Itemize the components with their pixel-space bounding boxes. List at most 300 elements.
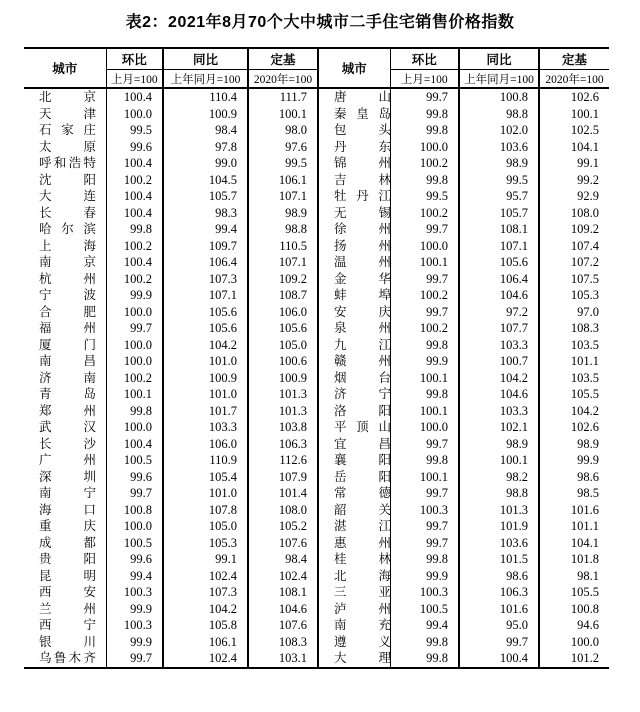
fixed-cell: 99.5 (248, 155, 318, 172)
mom-cell: 99.9 (106, 634, 163, 651)
city-name: 济宁 (334, 387, 391, 401)
mom-cell: 99.7 (106, 650, 163, 668)
yoy-cell: 109.7 (163, 238, 248, 255)
mom-cell: 100.2 (106, 172, 163, 189)
mom-cell: 100.2 (106, 271, 163, 288)
table-row (24, 88, 609, 106)
city-name: 赣州 (334, 354, 391, 368)
city-cell (318, 617, 390, 634)
mom-cell: 99.7 (390, 436, 459, 453)
city-cell (318, 287, 390, 304)
yoy-cell: 107.1 (163, 287, 248, 304)
header-fixed-base-left: 2020年=100 (248, 70, 318, 89)
yoy-cell: 103.6 (459, 535, 539, 552)
table-row (24, 271, 609, 288)
table-row (24, 320, 609, 337)
city-name: 遵义 (334, 634, 391, 649)
mom-cell: 100.0 (106, 106, 163, 123)
yoy-cell: 97.2 (459, 304, 539, 321)
mom-cell: 99.4 (106, 568, 163, 585)
city-cell (318, 601, 390, 618)
table-row (24, 551, 609, 568)
mom-cell: 100.0 (106, 337, 163, 354)
city-cell (318, 353, 390, 370)
city-name: 桂林 (334, 552, 391, 566)
city-cell (318, 502, 390, 519)
yoy-cell: 103.3 (163, 419, 248, 436)
fixed-cell: 105.2 (248, 518, 318, 535)
table-row (24, 304, 609, 321)
mom-cell: 100.0 (390, 139, 459, 156)
fixed-cell: 111.7 (248, 88, 318, 106)
city-name: 大理 (334, 651, 391, 665)
mom-cell: 99.8 (390, 551, 459, 568)
table-row (24, 254, 609, 271)
city-cell (318, 370, 390, 387)
fixed-cell: 106.3 (248, 436, 318, 453)
fixed-cell: 104.2 (570, 403, 599, 418)
city-cell (24, 188, 106, 205)
city-name: 平顶山 (334, 420, 391, 434)
yoy-cell: 102.4 (163, 650, 248, 668)
table-row (24, 518, 609, 535)
yoy-cell: 101.0 (163, 485, 248, 502)
city-cell (24, 419, 106, 436)
fixed-cell: 98.1 (577, 568, 599, 583)
fixed-cell: 97.6 (248, 139, 318, 156)
mom-cell: 100.4 (106, 155, 163, 172)
city-cell (318, 551, 390, 568)
yoy-cell: 100.9 (163, 106, 248, 123)
city-name: 扬州 (334, 238, 391, 253)
city-name: 烟台 (334, 370, 391, 385)
city-cell (318, 634, 390, 651)
mom-cell: 100.8 (106, 502, 163, 519)
yoy-cell: 104.2 (459, 370, 539, 387)
city-cell (24, 436, 106, 453)
table-row (24, 221, 609, 238)
city-name: 温州 (334, 255, 391, 269)
fixed-cell: 107.1 (248, 188, 318, 205)
yoy-cell: 101.9 (459, 518, 539, 535)
yoy-cell: 105.6 (459, 254, 539, 271)
city-name: 呼和浩特 (39, 156, 96, 170)
mom-cell: 99.4 (390, 617, 459, 634)
city-cell (318, 155, 390, 172)
city-cell (24, 617, 106, 634)
city-name: 西宁 (39, 618, 96, 632)
yoy-cell: 105.3 (163, 535, 248, 552)
yoy-cell: 110.9 (163, 452, 248, 469)
fixed-cell: 100.0 (570, 634, 599, 649)
city-cell (24, 485, 106, 502)
mom-cell: 99.8 (106, 221, 163, 238)
city-name: 南充 (334, 618, 391, 632)
city-name: 兰州 (39, 601, 96, 616)
yoy-cell: 103.3 (459, 337, 539, 354)
table-row (24, 122, 609, 139)
yoy-cell: 103.3 (459, 403, 539, 420)
mom-cell: 100.1 (106, 386, 163, 403)
yoy-cell: 105.6 (163, 320, 248, 337)
yoy-cell: 106.4 (459, 271, 539, 288)
mom-cell: 99.8 (390, 386, 459, 403)
table-row (24, 353, 609, 370)
table-header (24, 48, 609, 88)
city-name: 秦皇岛 (334, 106, 391, 121)
city-cell (318, 88, 390, 106)
yoy-cell: 107.3 (163, 271, 248, 288)
city-cell (24, 205, 106, 222)
city-name: 乌鲁木齐 (39, 651, 96, 665)
city-name: 泸州 (334, 601, 391, 616)
city-cell (318, 419, 390, 436)
yoy-cell: 98.3 (163, 205, 248, 222)
mom-cell: 99.7 (390, 535, 459, 552)
mom-cell: 100.2 (390, 205, 459, 222)
city-name: 大连 (39, 189, 96, 203)
mom-cell: 100.4 (106, 254, 163, 271)
city-name: 广州 (39, 453, 96, 467)
fixed-cell: 99.1 (577, 156, 599, 170)
city-name: 宜昌 (334, 436, 391, 451)
city-cell (24, 568, 106, 585)
mom-cell: 100.3 (390, 502, 459, 519)
fixed-cell: 108.3 (248, 634, 318, 651)
mom-cell: 100.2 (390, 155, 459, 172)
fixed-cell: 101.2 (570, 651, 599, 665)
fixed-cell: 98.4 (248, 551, 318, 568)
mom-cell: 99.7 (390, 485, 459, 502)
city-cell (318, 271, 390, 288)
city-name: 常德 (334, 486, 391, 500)
fixed-cell: 109.2 (248, 271, 318, 288)
page (0, 9, 640, 712)
city-name: 南京 (39, 255, 96, 269)
city-cell (24, 238, 106, 255)
yoy-cell: 105.0 (163, 518, 248, 535)
mom-cell: 100.5 (106, 535, 163, 552)
table-row (24, 370, 609, 387)
city-name: 包头 (334, 123, 391, 137)
table-row (24, 650, 609, 668)
city-name: 丹东 (334, 139, 391, 154)
city-name: 青岛 (39, 387, 96, 401)
city-cell (318, 254, 390, 271)
city-cell (318, 122, 390, 139)
fixed-cell: 104.6 (248, 601, 318, 618)
mom-cell: 100.4 (106, 188, 163, 205)
city-cell (24, 254, 106, 271)
city-cell (318, 106, 390, 123)
yoy-cell: 104.5 (163, 172, 248, 189)
city-name: 湛江 (334, 519, 391, 533)
fixed-cell: 102.6 (570, 420, 599, 434)
fixed-cell: 104.1 (570, 139, 599, 154)
city-cell (24, 370, 106, 387)
fixed-cell: 107.9 (248, 469, 318, 486)
yoy-cell: 98.4 (163, 122, 248, 139)
yoy-cell: 104.6 (459, 386, 539, 403)
yoy-cell: 101.0 (163, 353, 248, 370)
city-cell (24, 469, 106, 486)
city-name: 北京 (39, 90, 96, 104)
yoy-cell: 101.6 (459, 601, 539, 618)
city-cell (318, 535, 390, 552)
header-row-bases (24, 70, 609, 89)
table-row (24, 601, 609, 618)
city-cell (318, 650, 390, 668)
price-index-table (24, 47, 609, 669)
mom-cell: 100.0 (106, 304, 163, 321)
fixed-cell: 101.3 (248, 403, 318, 420)
yoy-cell: 108.1 (459, 221, 539, 238)
table-row (24, 502, 609, 519)
mom-cell: 100.2 (390, 320, 459, 337)
fixed-cell: 107.1 (248, 254, 318, 271)
city-name: 昆明 (39, 568, 96, 583)
yoy-cell: 105.4 (163, 469, 248, 486)
city-cell (24, 403, 106, 420)
yoy-cell: 102.0 (459, 122, 539, 139)
fixed-cell: 107.6 (248, 535, 318, 552)
mom-cell: 99.6 (106, 139, 163, 156)
mom-cell: 100.0 (106, 518, 163, 535)
city-cell (24, 287, 106, 304)
yoy-cell: 98.6 (459, 568, 539, 585)
city-name: 安庆 (334, 304, 391, 319)
table-row (24, 155, 609, 172)
yoy-cell: 104.2 (163, 337, 248, 354)
header-mom-right: 环比 (390, 48, 459, 70)
yoy-cell: 106.1 (163, 634, 248, 651)
yoy-cell: 101.3 (459, 502, 539, 519)
header-city-left: 城市 (24, 48, 106, 88)
fixed-cell: 108.0 (248, 502, 318, 519)
mom-cell: 99.8 (390, 172, 459, 189)
yoy-cell: 100.1 (459, 452, 539, 469)
city-name: 西安 (39, 585, 96, 599)
city-name: 杭州 (39, 271, 96, 286)
yoy-cell: 98.8 (459, 485, 539, 502)
yoy-cell: 101.7 (163, 403, 248, 420)
fixed-cell: 100.9 (248, 370, 318, 387)
fixed-cell: 112.6 (248, 452, 318, 469)
mom-cell: 99.7 (106, 485, 163, 502)
city-name: 三亚 (334, 585, 391, 599)
city-name: 太原 (39, 139, 96, 154)
page-title: 表2：2021年8月70个大中城市二手住宅销售价格指数 (125, 14, 515, 31)
city-name: 襄阳 (334, 453, 391, 467)
city-name: 北海 (334, 568, 391, 583)
table-row (24, 617, 609, 634)
city-name: 蚌埠 (334, 288, 391, 302)
mom-cell: 99.8 (390, 337, 459, 354)
fixed-cell: 98.8 (248, 221, 318, 238)
city-cell (24, 88, 106, 106)
fixed-cell: 104.1 (570, 535, 599, 550)
fixed-cell: 101.4 (248, 485, 318, 502)
city-name: 石家庄 (39, 123, 96, 137)
table-row (24, 469, 609, 486)
city-name: 厦门 (39, 337, 96, 352)
fixed-cell: 100.1 (570, 106, 599, 121)
fixed-cell: 99.2 (577, 172, 599, 187)
fixed-cell: 108.7 (248, 287, 318, 304)
city-name: 金华 (334, 271, 391, 286)
fixed-cell: 103.5 (570, 370, 599, 385)
yoy-cell: 107.7 (459, 320, 539, 337)
city-cell (318, 221, 390, 238)
city-name: 济南 (39, 370, 96, 385)
fixed-cell: 98.9 (248, 205, 318, 222)
fixed-cell: 101.3 (248, 386, 318, 403)
city-cell (24, 221, 106, 238)
city-cell (24, 518, 106, 535)
city-cell (24, 551, 106, 568)
city-name: 深圳 (39, 469, 96, 484)
table-row (24, 188, 609, 205)
fixed-cell: 97.0 (577, 304, 599, 319)
yoy-cell: 99.5 (459, 172, 539, 189)
header-yoy-left: 同比 (163, 48, 248, 70)
table-row (24, 584, 609, 601)
mom-cell: 100.5 (106, 452, 163, 469)
header-fixed-left: 定基 (248, 48, 318, 70)
city-cell (318, 436, 390, 453)
yoy-cell: 106.0 (163, 436, 248, 453)
city-name: 韶关 (334, 502, 391, 517)
table-row (24, 485, 609, 502)
fixed-cell: 100.8 (570, 601, 599, 616)
header-yoy-base-right: 上年同月=100 (459, 70, 539, 89)
fixed-cell: 110.5 (248, 238, 318, 255)
city-name: 吉林 (334, 172, 391, 187)
mom-cell: 99.8 (106, 403, 163, 420)
mom-cell: 99.6 (106, 551, 163, 568)
mom-cell: 100.4 (106, 88, 163, 106)
city-cell (24, 634, 106, 651)
fixed-cell: 98.0 (248, 122, 318, 139)
header-row-labels (24, 48, 609, 70)
city-name: 宁波 (39, 288, 96, 302)
city-cell (24, 172, 106, 189)
city-name: 长沙 (39, 436, 96, 451)
yoy-cell: 102.4 (163, 568, 248, 585)
city-cell (318, 304, 390, 321)
yoy-cell: 105.7 (163, 188, 248, 205)
yoy-cell: 104.2 (163, 601, 248, 618)
fixed-cell: 102.4 (248, 568, 318, 585)
city-name: 惠州 (334, 535, 391, 550)
yoy-cell: 100.9 (163, 370, 248, 387)
table-row (24, 452, 609, 469)
city-cell (318, 485, 390, 502)
yoy-cell: 105.6 (163, 304, 248, 321)
city-cell (24, 535, 106, 552)
yoy-cell: 106.3 (459, 584, 539, 601)
city-cell (318, 452, 390, 469)
city-name: 无锡 (334, 205, 391, 220)
mom-cell: 99.8 (390, 650, 459, 668)
city-name: 岳阳 (334, 469, 391, 484)
fixed-cell: 101.8 (570, 552, 599, 566)
city-name: 南宁 (39, 486, 96, 500)
fixed-cell: 99.9 (577, 453, 599, 467)
yoy-cell: 103.6 (459, 139, 539, 156)
fixed-cell: 98.5 (577, 486, 599, 500)
fixed-cell: 103.8 (248, 419, 318, 436)
table-row (24, 634, 609, 651)
yoy-cell: 101.0 (163, 386, 248, 403)
table-row (24, 139, 609, 156)
fixed-cell: 106.1 (248, 172, 318, 189)
mom-cell: 100.0 (106, 419, 163, 436)
city-cell (318, 320, 390, 337)
mom-cell: 99.6 (106, 469, 163, 486)
city-cell (24, 502, 106, 519)
city-name: 郑州 (39, 403, 96, 418)
yoy-cell: 99.7 (459, 634, 539, 651)
mom-cell: 100.2 (390, 287, 459, 304)
fixed-cell: 94.6 (577, 618, 599, 632)
fixed-cell: 108.1 (248, 584, 318, 601)
city-name: 唐山 (334, 90, 391, 104)
fixed-cell: 98.9 (577, 436, 599, 451)
yoy-cell: 107.1 (459, 238, 539, 255)
city-name: 长春 (39, 205, 96, 220)
fixed-cell: 105.0 (248, 337, 318, 354)
city-name: 九江 (334, 337, 391, 352)
mom-cell: 99.5 (106, 122, 163, 139)
city-cell (318, 337, 390, 354)
city-cell (24, 584, 106, 601)
mom-cell: 100.4 (106, 436, 163, 453)
table-row (24, 337, 609, 354)
header-fixed-right: 定基 (539, 48, 609, 70)
header-mom-base-right: 上月=100 (390, 70, 459, 89)
yoy-cell: 106.4 (163, 254, 248, 271)
table-row (24, 535, 609, 552)
mom-cell: 100.5 (390, 601, 459, 618)
yoy-cell: 105.8 (163, 617, 248, 634)
mom-cell: 99.9 (390, 353, 459, 370)
city-name: 合肥 (39, 304, 96, 319)
yoy-cell: 102.1 (459, 419, 539, 436)
mom-cell: 100.1 (390, 469, 459, 486)
city-name: 成都 (39, 535, 96, 550)
city-name: 洛阳 (334, 403, 391, 418)
fixed-cell: 108.3 (570, 321, 599, 335)
yoy-cell: 98.9 (459, 155, 539, 172)
table-body (24, 88, 609, 668)
mom-cell: 100.1 (390, 403, 459, 420)
table-row (24, 403, 609, 420)
mom-cell: 99.8 (390, 106, 459, 123)
city-cell (24, 601, 106, 618)
yoy-cell: 105.7 (459, 205, 539, 222)
mom-cell: 99.8 (390, 122, 459, 139)
mom-cell: 100.4 (106, 205, 163, 222)
fixed-cell: 105.6 (248, 320, 318, 337)
mom-cell: 99.7 (390, 518, 459, 535)
fixed-cell: 105.3 (570, 288, 599, 302)
fixed-cell: 107.6 (248, 617, 318, 634)
fixed-cell: 102.6 (570, 90, 599, 104)
mom-cell: 100.3 (106, 584, 163, 601)
yoy-cell: 95.7 (459, 188, 539, 205)
header-yoy-base-left: 上年同月=100 (163, 70, 248, 89)
